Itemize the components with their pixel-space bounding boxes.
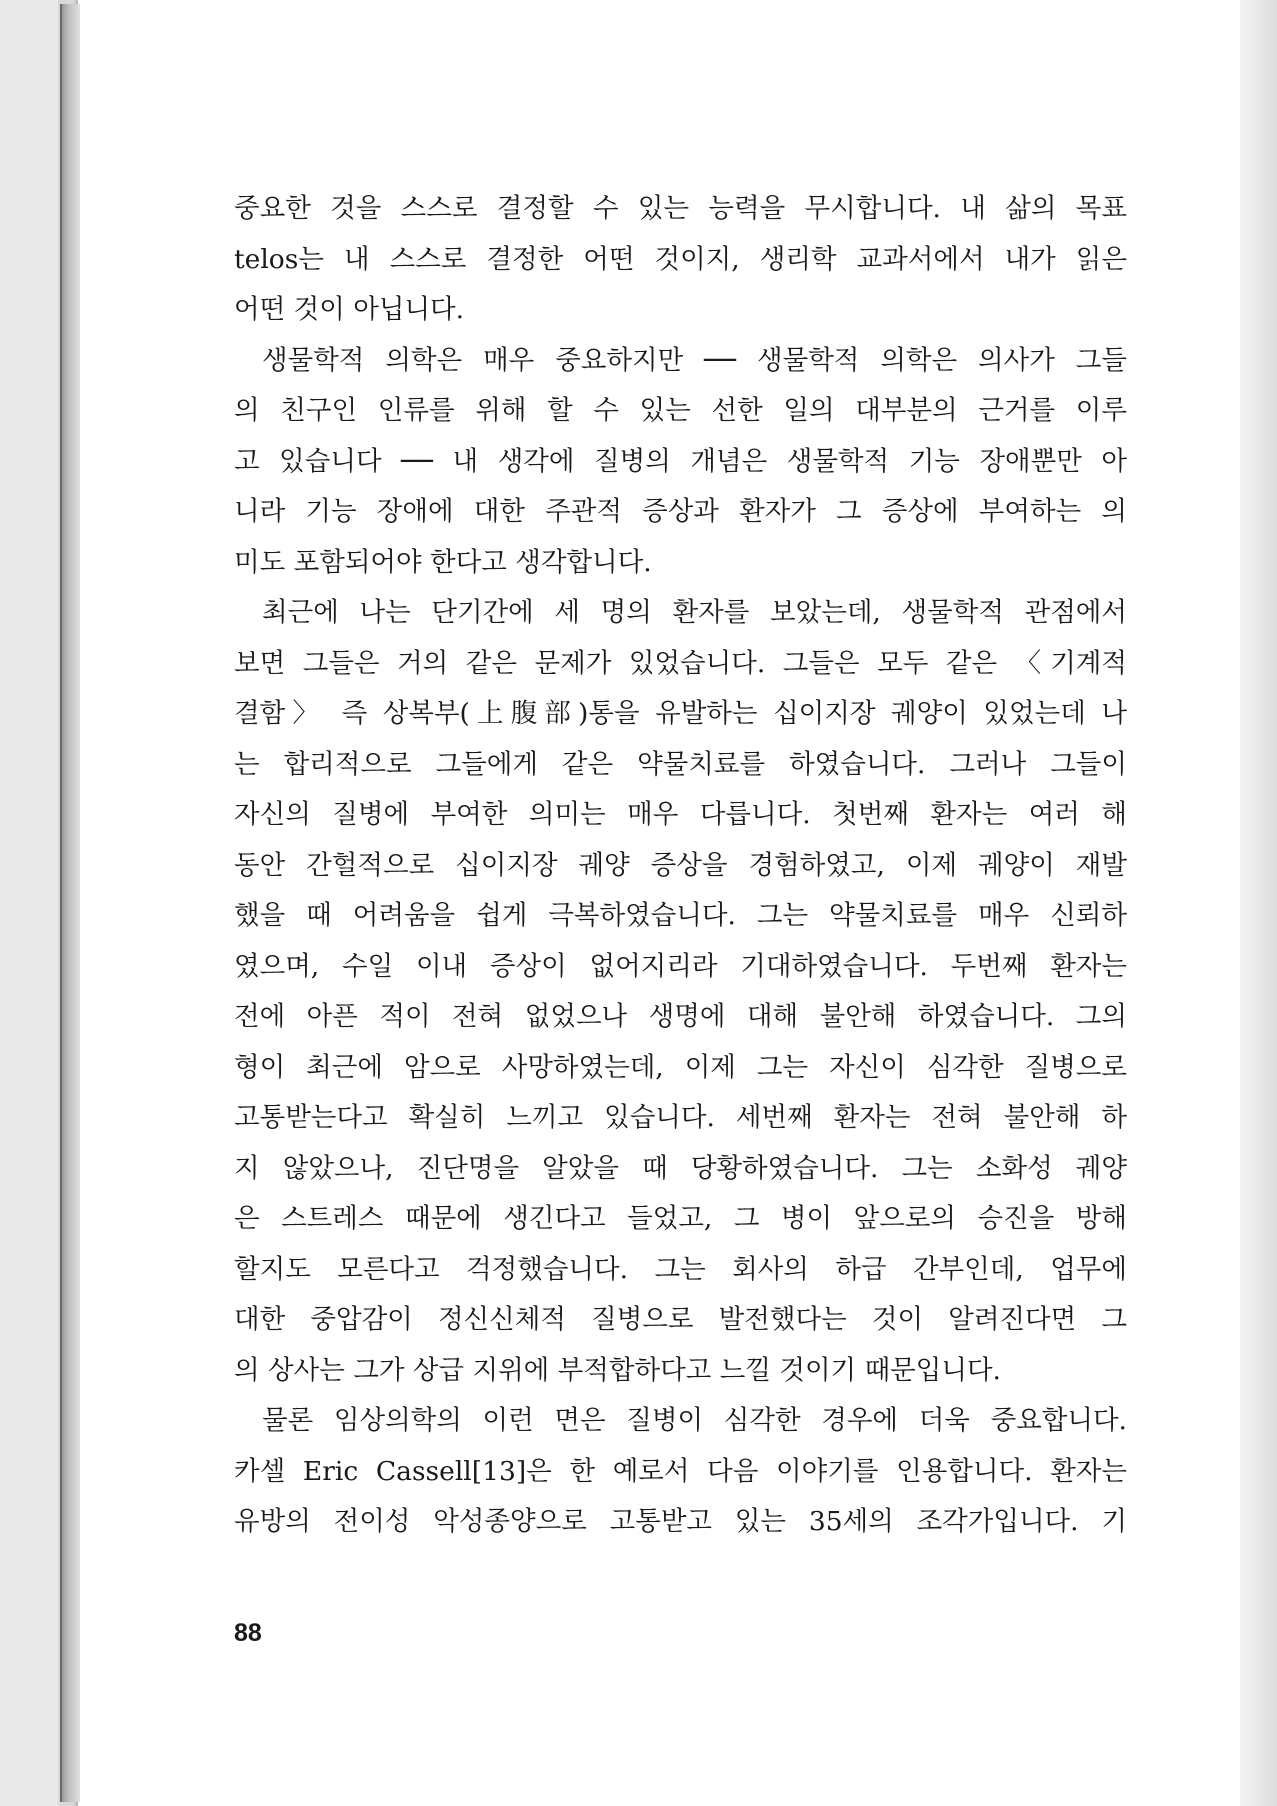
text-line: 니라 기능 장애에 대한 주관적 증상과 환자가 그 증상에 부여하는 의 bbox=[234, 496, 1127, 527]
text-line: 물론 임상의학의 이런 면은 질병이 심각한 경우에 더욱 중요합니다. bbox=[262, 1405, 1127, 1436]
text-line: 미도 포함되어야 한다고 생각합니다. bbox=[234, 546, 652, 578]
body-text bbox=[234, 184, 1127, 1548]
text-line: 할지도 모른다고 걱정했습니다. 그는 회사의 하급 간부인데, 업무에 bbox=[234, 1253, 1127, 1285]
text-line: 중요한 것을 스스로 결정할 수 있는 능력을 무시합니다. 내 삶의 목표 bbox=[234, 193, 1127, 224]
book-spine-edge bbox=[60, 4, 80, 1802]
text-line: 결함〉 즉 상복부(上腹部)통을 유발하는 십이지장 궤양이 있었는데 나 bbox=[234, 698, 1127, 729]
text-line: 최근에 나는 단기간에 세 명의 환자를 보았는데, 생물학적 관점에서 bbox=[262, 597, 1127, 628]
right-margin-shade bbox=[1240, 0, 1277, 1806]
text-line: 카셀 Eric Cassell[13]은 한 예로서 다음 이야기를 인용합니다. 환자는 bbox=[234, 1455, 1127, 1487]
text-line: 의 상사는 그가 상급 지위에 부적합하다고 느낄 것이기 때문입니다. bbox=[234, 1354, 1001, 1386]
text-line: 대한 중압감이 정신신체적 질병으로 발전했다는 것이 알려진다면 그 bbox=[234, 1304, 1127, 1335]
text-line: 생물학적 의학은 매우 중요하지만 ── 생물학적 의학은 의사가 그들 bbox=[262, 344, 1127, 376]
text-line: 유방의 전이성 악성종양으로 고통받고 있는 35세의 조각가입니다. 기 bbox=[234, 1506, 1127, 1537]
text-line: 고통받는다고 확실히 느끼고 있습니다. 세번째 환자는 전혀 불안해 하 bbox=[234, 1102, 1127, 1133]
text-line: 자신의 질병에 부여한 의미는 매우 다릅니다. 첫번째 환자는 여러 해 bbox=[234, 799, 1127, 830]
text-line: 보면 그들은 거의 같은 문제가 있었습니다. 그들은 모두 같은 〈기계적 bbox=[234, 647, 1127, 679]
text-line: 형이 최근에 암으로 사망하였는데, 이제 그는 자신이 심각한 질병으로 bbox=[234, 1051, 1127, 1083]
text-line: 의 친구인 인류를 위해 할 수 있는 선한 일의 대부분의 근거를 이루 bbox=[234, 395, 1127, 426]
text-line: 지 않았으나, 진단명을 알았을 때 당황하였습니다. 그는 소화성 궤양 bbox=[234, 1152, 1127, 1184]
text-line: 고 있습니다 ── 내 생각에 질병의 개념은 생물학적 기능 장애뿐만 아 bbox=[234, 445, 1127, 477]
text-line: 했을 때 어려움을 쉽게 극복하였습니다. 그는 약물치료를 매우 신뢰하 bbox=[234, 900, 1127, 931]
text-line: 는 합리적으로 그들에게 같은 약물치료를 하였습니다. 그러나 그들이 bbox=[234, 748, 1127, 780]
page-number: 88 bbox=[234, 1619, 262, 1647]
text-line: 동안 간헐적으로 십이지장 궤양 증상을 경험하였고, 이제 궤양이 재발 bbox=[234, 849, 1127, 881]
text-line: 였으며, 수일 이내 증상이 없어지리라 기대하였습니다. 두번째 환자는 bbox=[234, 950, 1127, 982]
text-line: 은 스트레스 때문에 생긴다고 들었고, 그 병이 앞으로의 승진을 방해 bbox=[234, 1203, 1127, 1234]
text-line: 전에 아픈 적이 전혀 없었으나 생명에 대해 불안해 하였습니다. 그의 bbox=[234, 1001, 1127, 1032]
text-line: telos는 내 스스로 결정한 어떤 것이지, 생리학 교과서에서 내가 읽은 bbox=[234, 243, 1127, 275]
text-line: 어떤 것이 아닙니다. bbox=[234, 294, 465, 325]
